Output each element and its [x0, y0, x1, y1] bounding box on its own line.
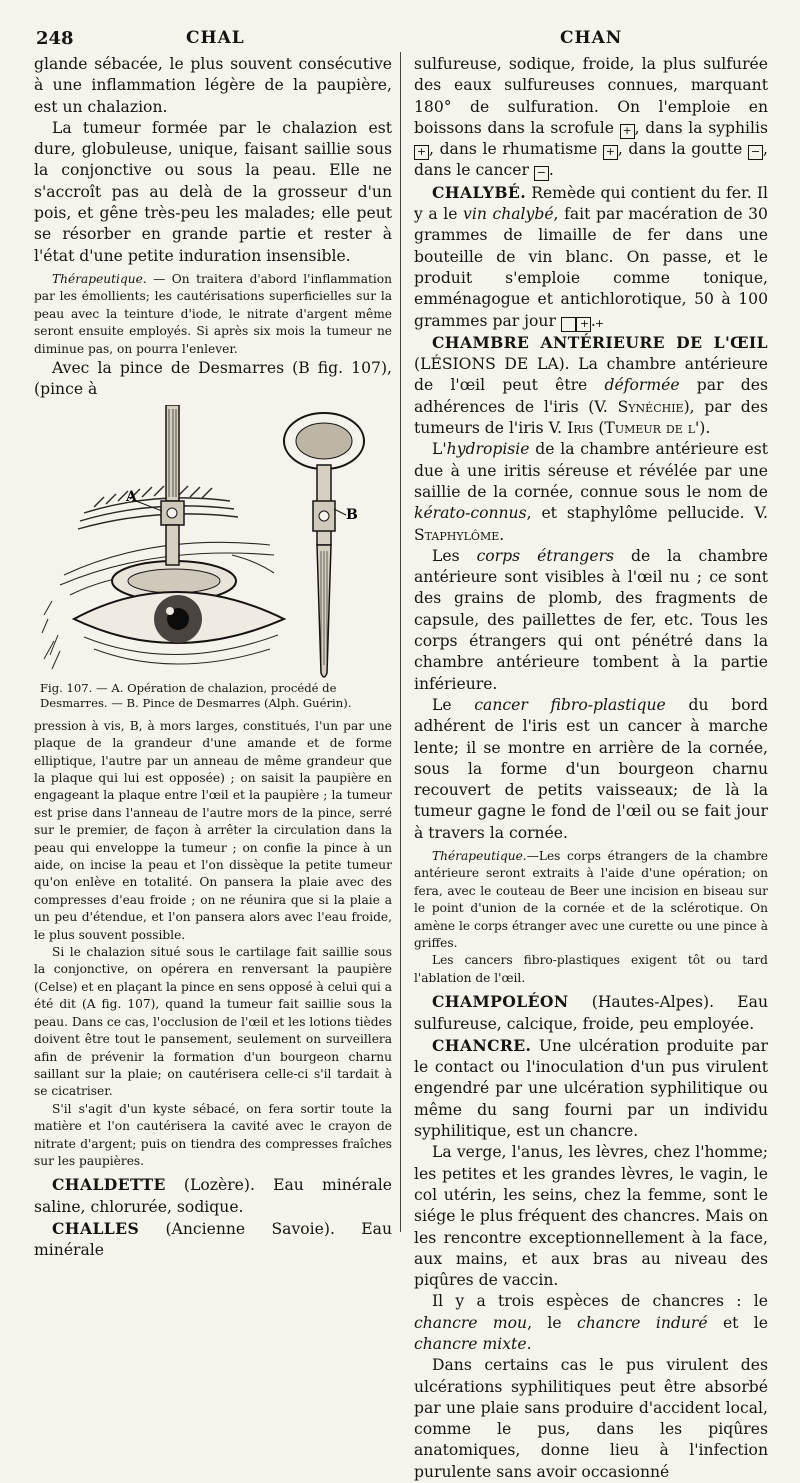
paragraph: pression à vis, B, à mors larges, constitués, l'un par une plaque de la grandeur d'une amande et de forme elliptique, l'autre par un anneau de même grandeur que la plaque qui lui est opposée) ; on saisit la paupière en engageant la plaque entre l'œil et la paupière ; la tumeur est prise dans l'anneau de l'autre mors de la pince, serré sur le premier, de façon à arrêter la circulation dans la peau qui enveloppe la tumeur ; on confie la pince à un aide, on incise la peau et l'on dissèque la petite tumeur qu'on enlève en totalité. On pansera la plaie avec des compresses d'eau froide ; on ne réunira que si la plaie a un peu d'étendue, et l'on pansera alors avec l'eau froide, le plus souvent possible.: [34, 718, 392, 942]
running-header: [0, 28, 800, 52]
entry-challes: CHALLES (Ancienne Savoie). Eau minérale: [34, 1218, 392, 1260]
therapeutics-paragraph: Thérapeutique. — On traitera d'abord l'inflammation par les émollients; les cautérisations superficielles sur la peau avec la teinture d'iode, le nitrate d'argent même seront ensuite employés. Si après six mois la tumeur ne diminue pas, on pourra l'enlever.: [34, 271, 392, 356]
plus-box-icon: +: [561, 317, 576, 332]
plus-box-icon: +: [620, 124, 635, 139]
instrument-a-shaft: [166, 405, 179, 501]
entry-headword: CHALDETTE: [52, 1175, 166, 1195]
paragraph: S'il s'agit d'un kyste sébacé, on fera sortir toute la matière et l'on cautérisera la cavité avec le crayon de nitrate d'argent; puis on tiendra des compresses fraîches sur les paupières.: [34, 1101, 392, 1168]
entry-chambre-anterieure: CHAMBRE ANTÉRIEURE DE L'ŒIL (LÉSIONS DE LA). La chambre antérieure de l'œil peut être déformée par des adhérences de l'iris (V. Synéchie), par des tumeurs de l'iris V. Iris (Tumeur de l').: [414, 332, 769, 438]
right-running-head: CHAN: [560, 28, 623, 48]
paragraph: L'hydropisie de la chambre antérieure est due à une iritis séreuse et révélée par une saillie de la cornée, connue sous le nom de kérato-connus, et staphylôme pellucide. V. Staphylôme.: [414, 440, 768, 544]
figure-caption: Fig. 107. — A. Opération de chalazion, procédé de Desmarres. — B. Pince de Desmarres (Alph. Guérin).: [40, 680, 352, 711]
paragraph: Il y a trois espèces de chancres : le chancre mou, le chancre induré et le chancre mixte.: [414, 1292, 769, 1353]
paragraph: Les corps étrangers de la chambre antérieure sont visibles à l'œil nu ; ce sont des grains de plomb, des fragments de capsule, des paillettes de fer, etc. Tous les corps étrangers qui ont pénétré dans la chambre antérieure tombent à la partie inférieure.: [414, 546, 768, 693]
figure-107: [34, 405, 392, 681]
right-column: [414, 54, 768, 1483]
entry-headword: CHANCRE.: [432, 1035, 532, 1055]
entry-headword: CHAMBRE ANTÉRIEURE DE L'ŒIL: [432, 332, 768, 352]
paragraph: Le cancer fibro-plastique du bord adhérent de l'iris est un cancer à marche lente; il se montre en arrière de la cornée, sous la forme d'un bourgeon charnu recouvert de petits vaisseaux; de là la tumeur gagne le fond de l'œil ou se fait jour à travers la cornée.: [414, 695, 769, 842]
entry-chaldette: CHALDETTE (Lozère). Eau minérale saline, chlorurée, sodique.: [34, 1175, 392, 1216]
figure-label-a: A: [126, 488, 137, 505]
minus-box-icon: −: [534, 166, 549, 181]
paragraph: Si le chalazion situé sous le cartilage fait saillie sous la conjonctive, on opérera en renversant la paupière (Celse) et en plaçant la pince en sens opposé à celui qui a été dit (A fig. 107), quand la tumeur fait saillie sous la peau. Dans ce cas, l'occlusion de l'œil et les lotions tièdes doivent être tout le pansement, seulement on surveillera afin de prévenir la formation d'un bourgeon charnu saillant sur la plaie; on cautérisera celle-ci s'il tardait à se cicatriser.: [34, 945, 392, 1099]
entry-chalybe: CHALYBÉ. Remède qui contient du fer. Il y a le vin chalybé, fait par macération de 30 grammes de limaille de fer dans une bouteille de vin blanc. On passe, et le produit s'emploie comme tonique, emménagogue et antichlorotique, 50 à 100 grammes par jour + +.: [414, 182, 768, 330]
plus-box-icon: +: [576, 317, 591, 332]
minus-box-icon: −: [748, 145, 763, 160]
paragraph: Avec la pince de Desmarres (B fig. 107), (pince à: [34, 359, 392, 399]
paragraph: La tumeur formée par le chalazion est dure, globuleuse, unique, faisant saillie sous la conjonctive ou sous la peau. Elle ne s'accroît pas au delà de la grosseur d'un pois, et gêne très-peu les malades; elle peut se résorber en grande partie et rester à l'état d'une petite induration insensible.: [34, 118, 392, 265]
section-label: Thérapeutique.: [432, 848, 527, 863]
paragraph: La verge, l'anus, les lèvres, chez l'homme; les petites et les grandes lèvres, le vagin, le col utérin, les seins, chez la femme, sont le siége le plus fréquent des chancres. Mais on les rencontre exceptionnellement à la face, aux mains, et aux bras au niveau des piqûres de vaccin.: [414, 1143, 768, 1290]
column-divider: [400, 52, 401, 1232]
paragraph: Dans certains cas le pus virulent des ulcérations syphilitiques peut être absorbé par une plaie sans produire d'accident local, comme le pus, dans les piqûres anatomiques, donne lieu à l'infection purulente sans avoir occasionné: [414, 1356, 768, 1481]
entry-headword: CHALYBÉ.: [432, 182, 527, 202]
paragraph: Les cancers fibro-plastiques exigent tôt ou tard l'ablation de l'œil.: [414, 953, 768, 985]
entry-champoleon: CHAMPOLÉON (Hautes-Alpes). Eau sulfureuse, calcique, froide, peu employée.: [414, 992, 768, 1033]
paragraph: glande sébacée, le plus souvent consécutive à une inflammation légère de la paupière, est un chalazion.: [34, 55, 392, 116]
page-number: 248: [36, 28, 74, 49]
left-running-head: CHAL: [186, 28, 245, 48]
entry-chancre: CHANCRE. Une ulcération produite par le contact ou l'inoculation d'un pus virulent engendré par une ulcération syphilitique ou même du sang fourni par un individu syphilitique, est un chancre.: [414, 1035, 768, 1141]
therapeutics-paragraph: Thérapeutique.—Les corps étrangers de la chambre antérieure seront extraits à l'aide d'une opération; on fera, avec le couteau de Beer une incision en biseau sur le point d'union de la cornée et de la sclérotique. On amène le corps étranger avec une curette ou une pince à griffes.: [414, 848, 768, 951]
plus-box-icon: +: [603, 145, 618, 160]
surgical-illustration: [34, 405, 392, 681]
entry-headword: CHALLES: [52, 1218, 140, 1238]
entry-headword: CHAMPOLÉON: [432, 992, 569, 1012]
left-column: [34, 54, 392, 1262]
plus-box-icon: +: [414, 145, 429, 160]
figure-label-b: B: [346, 506, 358, 523]
eyebrow-hatching: [78, 486, 238, 529]
section-label: Thérapeutique.: [52, 271, 147, 286]
paragraph: sulfureuse, sodique, froide, la plus sulfurée des eaux sulfureuses connues, marquant 180° de sulfuration. On l'emploie en boissons dans la scrofule + , dans la syphilis + , dans le rhumatisme + , dans la goutte − , dans le cancer − .: [414, 55, 768, 180]
